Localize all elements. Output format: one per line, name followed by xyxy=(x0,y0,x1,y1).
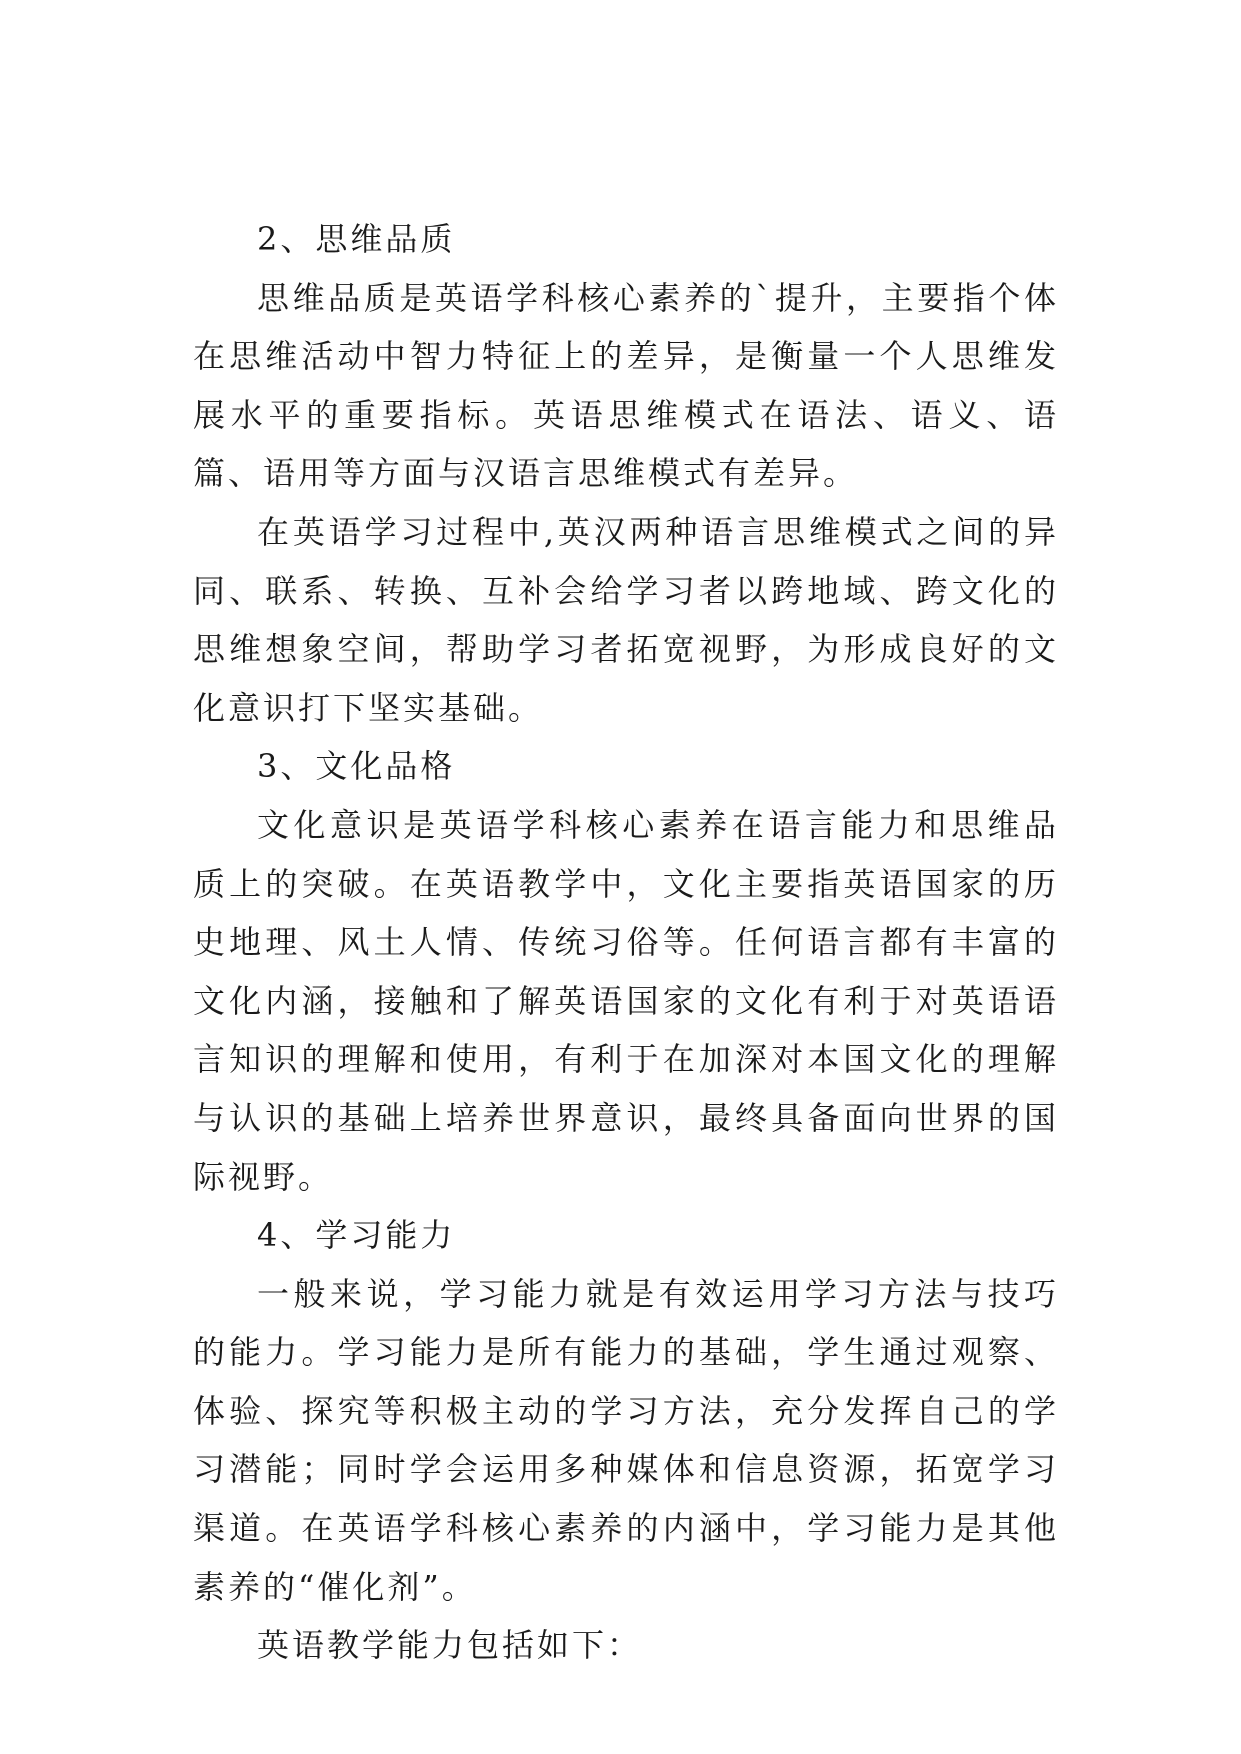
section-heading-thinking-quality: 2、思维品质 xyxy=(257,220,456,258)
document-body xyxy=(193,210,1059,1675)
section-heading-learning-ability: 4、学习能力 xyxy=(257,1216,456,1255)
paragraph-thinking-quality-definition: 思维品质是英语学科核心素养的`提升，主要指个体在思维活动中智力特征上的差异，是衡量一个人思维发展水平的重要指标。英语思维模式在语法、语义、语篇、语用等方面与汉语言思维模式有差异。 xyxy=(193,278,1059,493)
section-heading-cultural-character: 3、文化品格 xyxy=(257,747,456,786)
paragraph-thinking-modes: 在英语学习过程中,英汉两种语言思维模式之间的异同、联系、转换、互补会给学习者以跨地域、跨文化的思维想象空间，帮助学习者拓宽视野，为形成良好的文化意识打下坚实基础。 xyxy=(193,512,1059,727)
paragraph-learning-ability: 一般来说，学习能力就是有效运用学习方法与技巧的能力。学习能力是所有能力的基础，学生通过观察、体验、探究等积极主动的学习方法，充分发挥自己的学习潜能；同时学会运用多种媒体和信息资源，拓宽学习渠道。在英语学科核心素养的内涵中，学习能力是其他素养的“催化剂”。 xyxy=(193,1274,1059,1606)
paragraph-cultural-awareness: 文化意识是英语学科核心素养在语言能力和思维品质上的突破。在英语教学中，文化主要指英语国家的历史地理、风土人情、传统习俗等。任何语言都有丰富的文化内涵，接触和了解英语国家的文化有利于对英语语言知识的理解和使用，有利于在加深对本国文化的理解与认识的基础上培养世界意识，最终具备面向世界的国际视野。 xyxy=(193,805,1059,1196)
paragraph-teaching-ability-intro: 英语教学能力包括如下： xyxy=(257,1626,643,1665)
